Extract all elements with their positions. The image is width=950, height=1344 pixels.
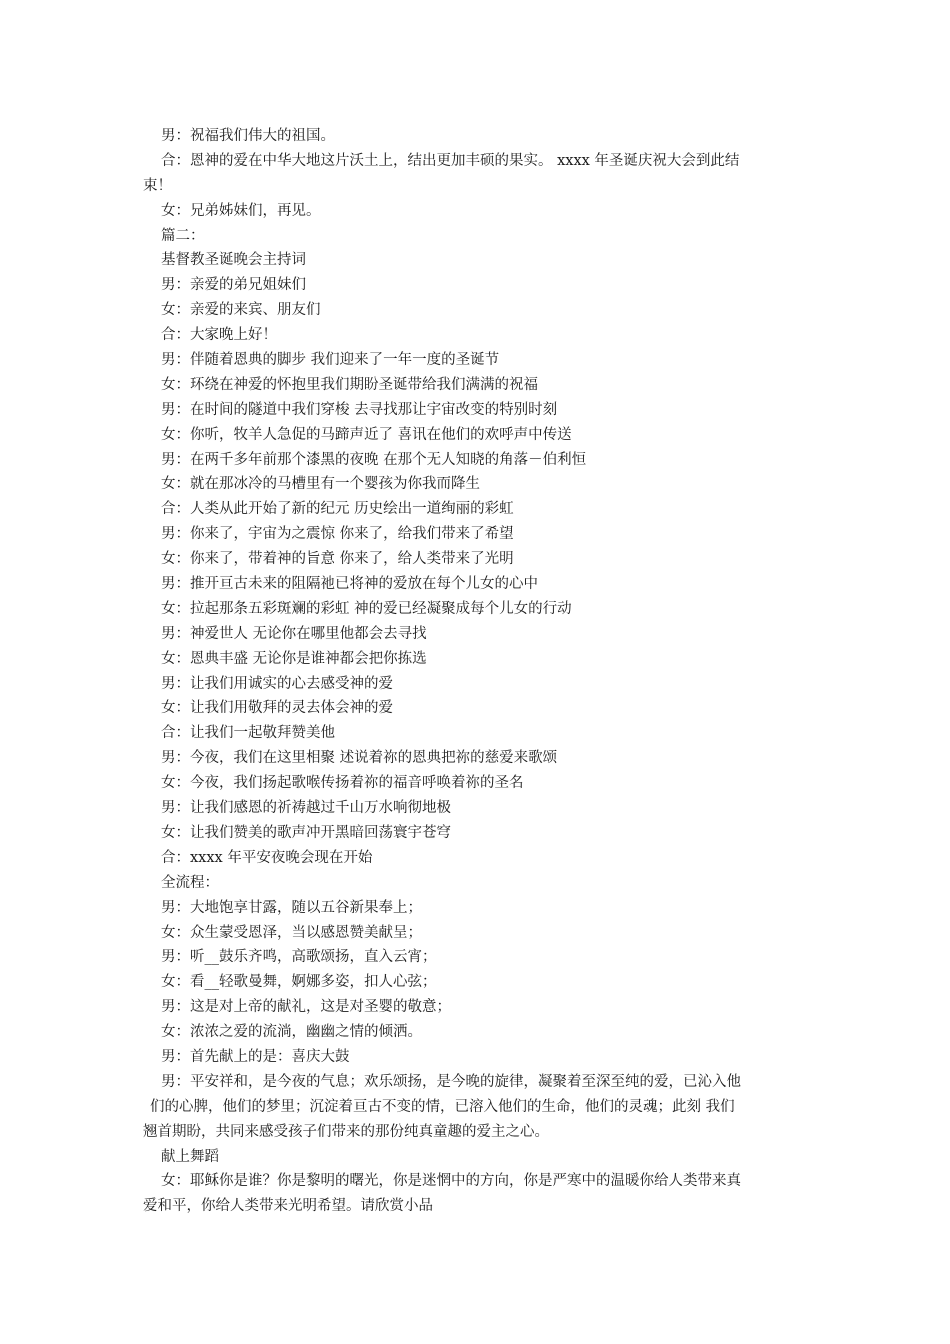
text-line: 女：拉起那条五彩斑斓的彩虹 神的爱已经凝聚成每个儿女的行动 xyxy=(161,600,572,617)
text-line: 男：首先献上的是：喜庆大鼓 xyxy=(161,1048,350,1065)
text-line: 男：让我们感恩的祈祷越过千山万水响彻地极 xyxy=(161,800,451,817)
section-title: 基督教圣诞晚会主持词 xyxy=(161,252,306,269)
text-line: 男：亲爱的弟兄姐妹们 xyxy=(161,277,306,294)
text-line: 合：让我们一起敬拜赞美他 xyxy=(161,725,335,742)
text-line: 男：这是对上帝的献礼，这是对圣婴的敬意； xyxy=(161,999,451,1016)
text-line: 女：浓浓之爱的流淌，幽幽之情的倾洒。 xyxy=(161,1024,422,1041)
text-line: 女：让我们赞美的歌声冲开黑暗回荡寰宇苍穹 xyxy=(161,824,451,841)
text-line: 男：推开亘古未来的阻隔祂已将神的爱放在每个儿女的心中 xyxy=(161,576,538,593)
text-line: 女：亲爱的来宾、朋友们 xyxy=(161,302,321,319)
section-heading: 篇二： xyxy=(161,227,205,244)
text-line: 女：环绕在神爱的怀抱里我们期盼圣诞带给我们满满的祝福 xyxy=(161,376,538,393)
text-line: 女：恩典丰盛 无论你是谁神都会把你拣选 xyxy=(161,650,427,667)
text-line: 男：大地饱享甘露，随以五谷新果奉上； xyxy=(161,899,422,916)
text-line: 合：xxxx 年平安夜晚会现在开始 xyxy=(161,849,373,866)
text-line: 男：听__鼓乐齐鸣，高歌颂扬，直入云宵； xyxy=(161,949,437,966)
text-line: 女：看__轻歌曼舞，婀娜多姿，扣人心弦； xyxy=(161,974,437,991)
document-body xyxy=(143,124,813,1219)
text-line: 女：耶稣你是谁？你是黎明的曙光，你是迷惘中的方向，你是严寒中的温暖你给人类带来真 xyxy=(161,1173,741,1190)
text-line: 们的心脾，他们的梦里；沉淀着亘古不变的情，已溶入他们的生命，他们的灵魂；此刻 我们 xyxy=(150,1098,735,1115)
text-line: 男：在时间的隧道中我们穿梭 去寻找那让宇宙改变的特别时刻 xyxy=(161,401,558,418)
text-line: 男：祝福我们伟大的祖国。 xyxy=(161,128,335,144)
section-heading: 献上舞蹈 xyxy=(161,1148,219,1165)
text-line: 合：恩神的爱在中华大地这片沃土上，结出更加丰硕的果实。 xxxx 年圣诞庆祝大会到此结 xyxy=(161,152,740,169)
text-line: 男：你来了，宇宙为之震惊 你来了，给我们带来了希望 xyxy=(161,526,514,543)
text-line: 男：伴随着恩典的脚步 我们迎来了一年一度的圣诞节 xyxy=(161,352,500,369)
text-line: 女：你来了，带着神的旨意 你来了，给人类带来了光明 xyxy=(161,551,514,568)
text-line: 爱和平，你给人类带来光明希望。请欣赏小品 xyxy=(143,1198,433,1215)
text-line: 合：大家晚上好！ xyxy=(161,327,277,344)
text-line: 女：今夜，我们扬起歌喉传扬着祢的福音呼唤着祢的圣名 xyxy=(161,775,524,792)
text-line: 男：神爱世人 无论你在哪里他都会去寻找 xyxy=(161,625,427,642)
text-line: 男：让我们用诚实的心去感受神的爱 xyxy=(161,675,393,692)
section-heading: 全流程： xyxy=(161,874,219,891)
text-line: 女：你听，牧羊人急促的马蹄声近了 喜讯在他们的欢呼声中传送 xyxy=(161,426,572,443)
text-line: 女：众生蒙受恩泽，当以感恩赞美献呈； xyxy=(161,924,422,941)
text-line: 男：在两千多年前那个漆黑的夜晚 在那个无人知晓的角落－伯利恒 xyxy=(161,451,587,468)
text-line: 男：今夜，我们在这里相聚 述说着祢的恩典把祢的慈爱来歌颂 xyxy=(161,750,558,767)
text-line: 束！ xyxy=(143,177,172,194)
text-line: 合：人类从此开始了新的纪元 历史绘出一道绚丽的彩虹 xyxy=(161,501,514,518)
text-line: 翘首期盼，共同来感受孩子们带来的那份纯真童趣的爱主之心。 xyxy=(143,1123,549,1140)
text-line: 女：让我们用敬拜的灵去体会神的爱 xyxy=(161,700,393,717)
text-line: 男：平安祥和，是今夜的气息；欢乐颂扬，是今晚的旋律，凝聚着至深至纯的爱，已沁入他 xyxy=(161,1073,741,1090)
text-line: 女：兄弟姊妹们，再见。 xyxy=(161,202,321,219)
text-line: 女：就在那冰冷的马槽里有一个婴孩为你我而降生 xyxy=(161,476,480,493)
